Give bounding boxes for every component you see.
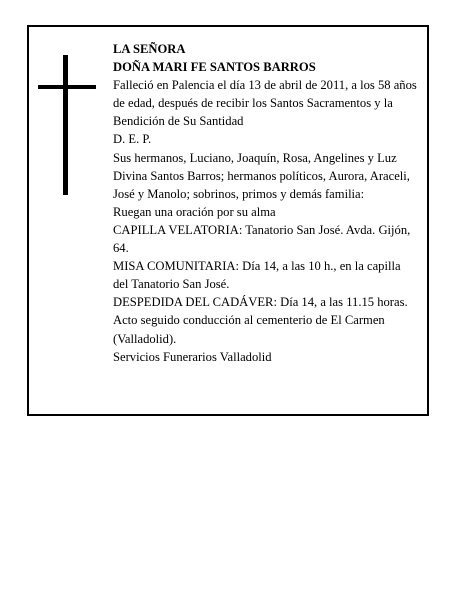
deceased-name: DOÑA MARI FE SANTOS BARROS: [113, 60, 316, 75]
chapel-info: CAPILLA VELATORIA: Tanatorio San José. Avda. Gijón, 64.: [113, 222, 411, 256]
family-list: Sus hermanos, Luciano, Joaquín, Rosa, Angelines y Luz Divina Santos Barros; hermanos políticos, Aurora, Araceli, José y Manolo; sobrinos, primos y demás familia:: [113, 150, 410, 201]
cross-icon-bar: [38, 85, 96, 89]
mass-info: MISA COMUNITARIA: Día 14, a las 10 h., en la capilla del Tanatorio San José.: [113, 259, 401, 292]
prayer-request: Ruegan una oración por su alma: [113, 204, 276, 219]
notice-title: LA SEÑORA: [113, 42, 186, 56]
cross-icon: [63, 55, 68, 195]
funeral-services: Servicios Funerarios Valladolid: [113, 349, 272, 364]
obituary-text: [113, 40, 418, 366]
dep-line: D. E. P.: [113, 132, 152, 147]
death-statement: Falleció en Palencia el día 13 de abril de 2011, a los 58 años de edad, después de recibir los Santos Sacramentos y la Bendición de Su Santidad: [113, 78, 417, 129]
farewell-info: DESPEDIDA DEL CADÁVER: Día 14, a las 11.15 horas. Acto seguido conducción al cementerio de El Carmen (Valladolid).: [113, 295, 408, 346]
